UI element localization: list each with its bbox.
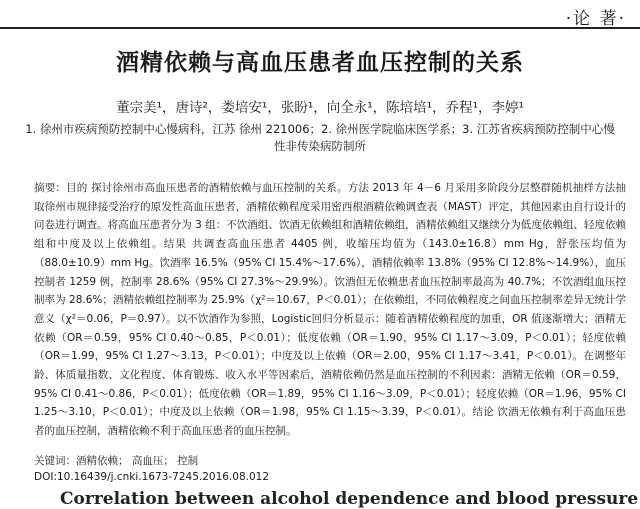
keywords-text: 酒精依赖； 高血压； 控制 (76, 455, 199, 467)
abstract-text: 目的 探讨徐州市高血压患者的酒精依赖与血压控制的关系。方法 2013 年 4－6 月采用多阶段分层整群随机抽样方法抽取徐州市规律接受治疗的原发性高血压患者，酒精依赖程度采用密西根酒精依赖调查表（MAST）评定，其他因素由自行设计的问卷进行调查。将高血压患者分为 3 组：不饮酒组、饮酒无依赖组和酒精依赖组，酒精依赖组又继续分为低度依赖组、轻度依赖组和中度及以上依赖组。结果 共调查高血压患者 4405 例，收缩压均值为（143.0±16.8）mm Hg，舒张压均值为（88.0±10.9）mm Hg。饮酒率 16.5%（95% CI 15.4%～17.6%），酒精依赖率 13.8%（95% CI 12.8%～14.9%），血压控制者 1259 例，控制率 28.6%（95% CI 27.3%～29.9%）。饮酒但无依赖患者血压控制率最高为 40.7%；不饮酒组血压控制率为 28.6%；酒精依赖组控制率为 25.9%（χ²＝10.67，P＜0.01）；在依赖组，不同依赖程度之间血压控制率差异无统计学意义（χ²＝0.06，P＝0.97）。以不饮酒作为参照，Logistic回归分析显示：随着酒精依赖程度的加重，OR 值逐渐增大；酒精无依赖（OR＝0.59，95% CI 0.40～0.85，P＜0.01）；低度依赖（OR＝1.90，95% CI 1.17～3.09，P＜0.01）；轻度依赖（OR＝1.99，95% CI 1.27～3.13，P＜0.01）；中度及以上依赖（OR＝2.00，95% CI 1.17～3.41，P＜0.01）。在调整年龄、体质量指数、文化程度、体育锻炼、收入水平等因素后，酒精依赖仍然是血压控制的不利因素：酒精无依赖（OR＝0.59，95% CI 0.41～0.86，P＜0.01）；低度依赖（OR＝1.89，95% CI 1.16～3.09，P＜0.01）；轻度依赖（OR＝1.96，95% CI 1.25～3.10，P＜0.01）；中度及以上依赖（OR＝1.98，95% CI 1.15～3.39，P＜0.01）。结论 饮酒无依赖有利于高血压患者的血压控制，酒精依赖不利于高血压患者的血压控制。 (34, 182, 627, 438)
author-list: 董宗美¹，唐诗²，娄培安¹，张盼¹，向全永¹，陈培培¹，乔程¹，李婷¹ (116, 100, 524, 116)
abstract (34, 179, 626, 441)
article-title: 酒精依赖与高血压患者血压控制的关系 (116, 50, 524, 76)
doi: DOI:10.16439/j.cnki.1673-7245.2016.08.012 (34, 471, 270, 483)
affiliations: 1. 徐州市疾病预防控制中心慢病科，江苏 徐州 221006；2. 徐州医学院临床医学系；3. 江苏省疾病预防控制中心慢性非传染病防制所 (25, 122, 615, 153)
header-rule (0, 27, 640, 29)
section-tag: ·论 著· (565, 9, 626, 29)
keywords (34, 453, 626, 468)
keywords-label: 关键词： (34, 455, 76, 467)
english-title-partial: Correlation between alcohol dependence and blood pressure (60, 489, 639, 509)
abstract-label: 摘要： (34, 182, 67, 194)
